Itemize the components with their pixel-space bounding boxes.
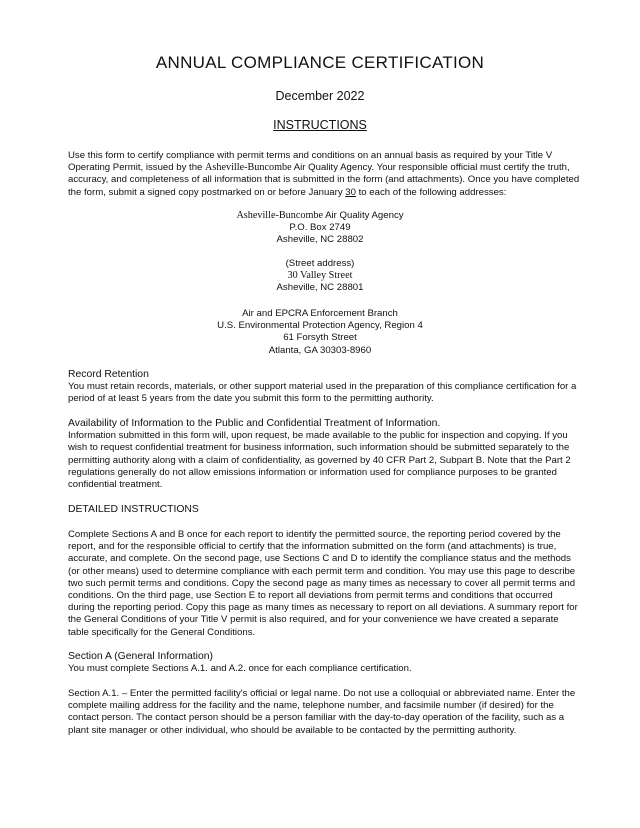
section-a1-body: Section A.1. – Enter the permitted facility's official or legal name. Do not use a colloquial or abbreviated name. Enter the complete mailing address for the facility and the name, telephone number, and facsimile number (if desired) for the contact person. The contact person should be a person familiar with the day-to-day operation of the facility, such as a plant site manager or other individual, who should be available to be contacted by the permitting authority. [68, 688, 576, 736]
section-a [68, 651, 582, 675]
address-block-agency: Asheville-Buncombe Air Quality Agency P.O. Box 2749 Asheville, NC 28802 [236, 210, 404, 246]
availability-body: Information submitted in this form will, upon request, be made available to the public for inspection and copying. If you wish to request confidential treatment for business information, such information should be submitted separately to the permitting authority along with a claim of confidentiality, as governed by 40 CFR Part 2, Subpart B. Note that the Part 2 regulations generally do not allow emissions information or information used for compliance purposes to be granted confidential treatment. [68, 430, 571, 491]
due-day: 30 [345, 186, 356, 198]
address-block-epa: Air and EPCRA Enforcement Branch U.S. Environmental Protection Agency, Region 4 61 Forsyth Street Atlanta, GA 30303-8960 [217, 308, 423, 356]
section-a-body: You must complete Sections A.1. and A.2. once for each compliance certification. [68, 663, 412, 675]
record-retention-heading: Record Retention [68, 369, 149, 380]
section-a-heading: Section A (General Information) [68, 651, 213, 662]
document-title: ANNUAL COMPLIANCE CERTIFICATION [155, 53, 485, 72]
availability-heading: Availability of Information to the Public and Confidential Treatment of Information. [68, 418, 441, 429]
document-date: December 2022 [275, 89, 365, 103]
agency-name: Asheville-Buncombe [205, 162, 292, 174]
record-retention-body: You must retain records, materials, or other support material used in the preparation of this compliance certification for a period of at least 5 years from the date you submit this form to the permitting authority. [68, 381, 577, 405]
availability-section [68, 418, 582, 491]
detailed-instructions-heading: DETAILED INSTRUCTIONS [68, 504, 199, 515]
intro-paragraph: Use this form to certify compliance with permit terms and conditions on an annual basis as required by your Title V Operating Permit, issued by the Asheville-Buncombe Air Quality Agency. Your responsible official must certify the truth, accuracy, and completeness of all information that is submitted in the form (and attachments). Once you have completed the form, submit a signed copy postmarked on or before January 30 to each of the following addresses: [68, 150, 580, 198]
instructions-heading: INSTRUCTIONS [273, 118, 367, 132]
detailed-instructions-body: Complete Sections A and B once for each report to identify the permitted source, the reporting period covered by the report, and for the responsible official to certify that the information submitted on the form (and attachments) is true, accurate, and complete. On the second page, use Sections C and D to identify the compliance status and the methods (or other means) used to determine compliance with each permit term and condition. You may use this page to describe two such permit terms and conditions. Copy the second page as many times as necessary to cover all permit terms and conditions. On the third page, use Section E to report all deviations from permit terms and conditions that occurred during the reporting period. Copy this page as many times as necessary to report on all deviations. A summary report for the General Conditions of your Title V permit is also required, and for your convenience we have created a separate table specifically for the General Conditions. [68, 529, 578, 638]
record-retention-section [68, 369, 582, 406]
address-block-street: (Street address) 30 Valley Street Asheville, NC 28801 [276, 258, 364, 294]
